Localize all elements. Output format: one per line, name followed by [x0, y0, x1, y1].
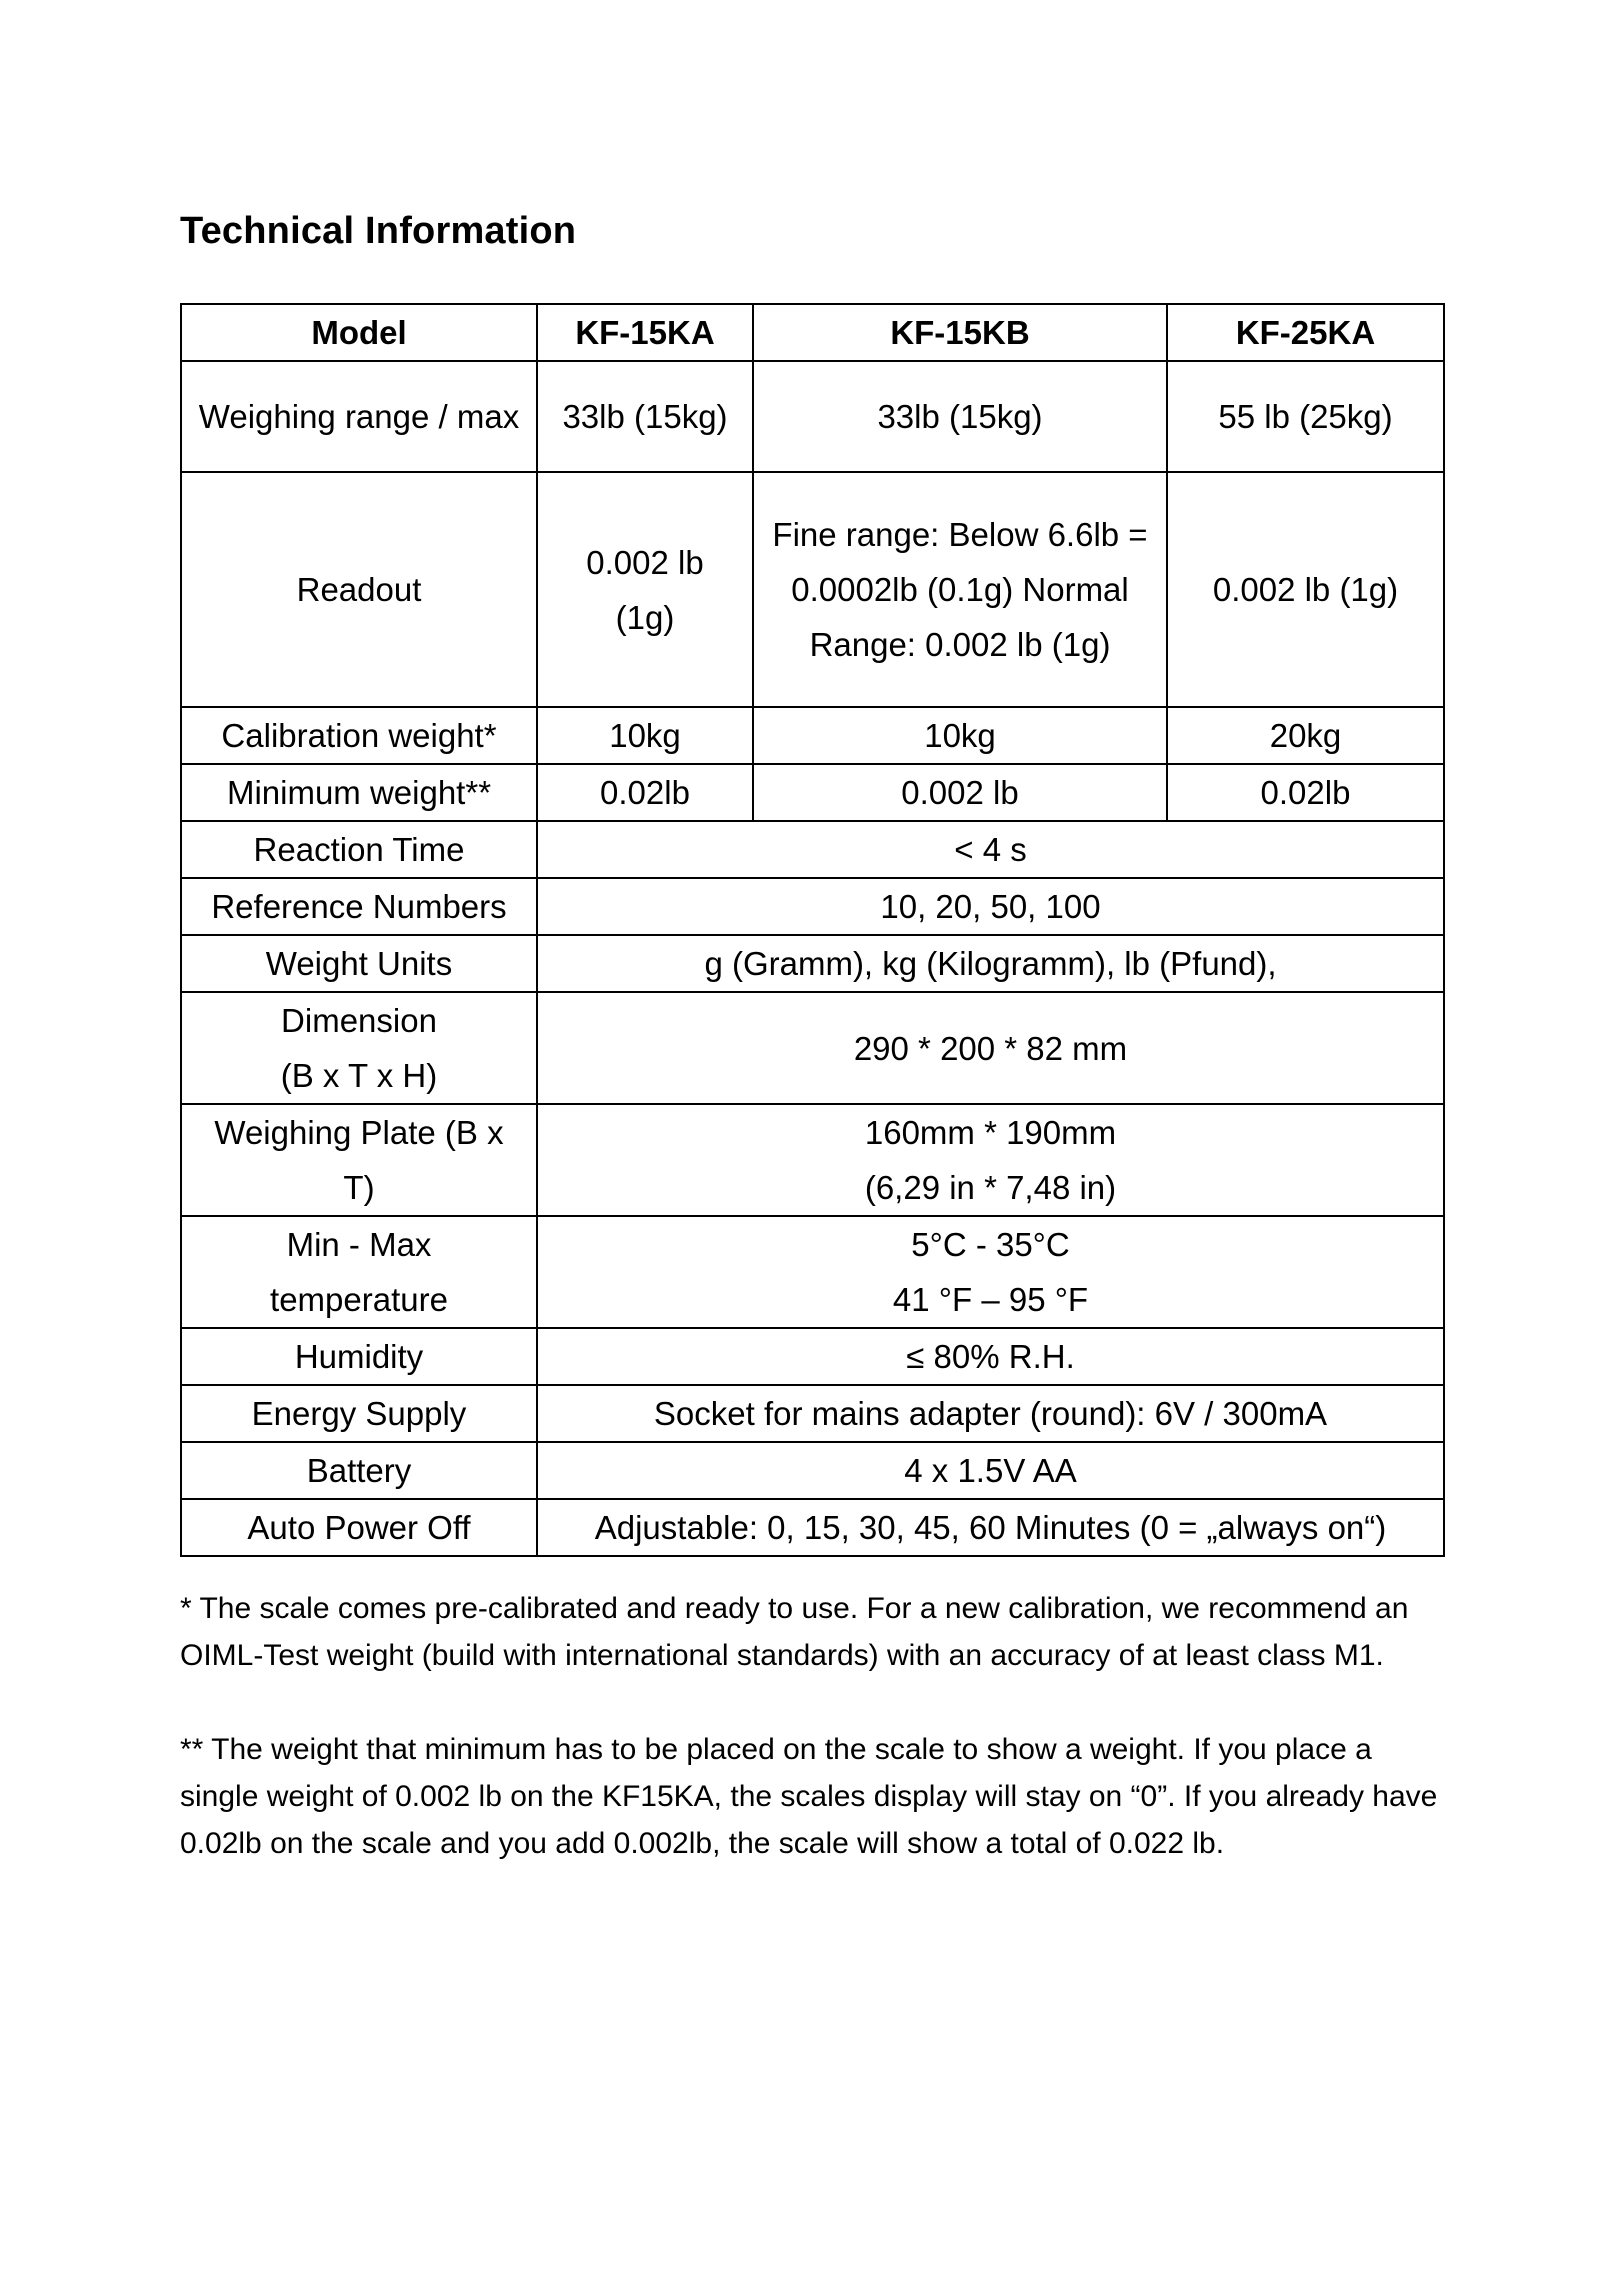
- header-kf-15kb: KF-15KB: [753, 304, 1167, 361]
- footnotes: [180, 1585, 1450, 1914]
- cell-weighing-plate: [537, 1104, 1444, 1216]
- temperature-fahrenheit: 41 °F – 95 °F: [892, 1281, 1089, 1318]
- cell-energy-supply: Socket for mains adapter (round): 6V / 300mA: [537, 1385, 1444, 1442]
- weighing-plate-metric: 160mm * 190mm: [864, 1114, 1117, 1151]
- cell-minimum-weight-kf-25ka: 0.02lb: [1167, 764, 1444, 821]
- header-kf-15ka: KF-15KA: [537, 304, 753, 361]
- row-label-reaction-time: Reaction Time: [181, 821, 537, 878]
- cell-auto-power-off: Adjustable: 0, 15, 30, 45, 60 Minutes (0 = „always on“): [537, 1499, 1444, 1556]
- cell-minimum-weight-kf-15ka: 0.02lb: [537, 764, 753, 821]
- cell-reaction-time: < 4 s: [537, 821, 1444, 878]
- row-label-minimum-weight: Minimum weight**: [181, 764, 537, 821]
- row-label-reference-numbers: Reference Numbers: [181, 878, 537, 935]
- cell-battery: 4 x 1.5V AA: [537, 1442, 1444, 1499]
- temperature-celsius: 5°C - 35°C: [911, 1226, 1070, 1263]
- cell-weighing-range-kf-15kb: 33lb (15kg): [753, 361, 1167, 472]
- footnote-calibration: * The scale comes pre-calibrated and ready to use. For a new calibration, we recommend an OIML-Test weight (build with international standards) with an accuracy of at least class M1.: [180, 1592, 1409, 1672]
- table-row: [181, 1442, 1444, 1499]
- cell-readout-kf-15kb: Fine range: Below 6.6lb = 0.0002lb (0.1g) Normal Range: 0.002 lb (1g): [753, 472, 1167, 707]
- row-label-dimension: Dimension (B x T x H): [181, 992, 537, 1104]
- weighing-plate-imperial: (6,29 in * 7,48 in): [864, 1169, 1117, 1206]
- table-row: [181, 472, 1444, 707]
- table-row: [181, 821, 1444, 878]
- cell-minimum-weight-kf-15kb: 0.002 lb: [753, 764, 1167, 821]
- table-row: [181, 878, 1444, 935]
- cell-temperature: [537, 1216, 1444, 1328]
- row-label-energy-supply: Energy Supply: [181, 1385, 537, 1442]
- header-kf-25ka: KF-25KA: [1167, 304, 1444, 361]
- row-label-humidity: Humidity: [181, 1328, 537, 1385]
- cell-weighing-range-kf-15ka: 33lb (15kg): [537, 361, 753, 472]
- table-row: [181, 361, 1444, 472]
- cell-calibration-weight-kf-25ka: 20kg: [1167, 707, 1444, 764]
- table-header-row: [181, 304, 1444, 361]
- table-row: [181, 935, 1444, 992]
- cell-calibration-weight-kf-15ka: 10kg: [537, 707, 753, 764]
- cell-weighing-range-kf-25ka: 55 lb (25kg): [1167, 361, 1444, 472]
- row-label-readout: Readout: [181, 472, 537, 707]
- footnote-minimum-weight: ** The weight that minimum has to be placed on the scale to show a weight. If you place a single weight of 0.002 lb on the KF15KA, the scales display will stay on “0”. If you already have 0.02lb on the scale and you add 0.002lb, the scale will show a total of 0.022 lb.: [180, 1733, 1438, 1860]
- cell-dimension: 290 * 200 * 82 mm: [537, 992, 1444, 1104]
- table-row: [181, 1499, 1444, 1556]
- row-label-weight-units: Weight Units: [181, 935, 537, 992]
- cell-weight-units: g (Gramm), kg (Kilogramm), lb (Pfund),: [537, 935, 1444, 992]
- table-row: [181, 1216, 1444, 1328]
- cell-readout-kf-15ka: 0.002 lb (1g): [537, 472, 753, 707]
- table-row: [181, 764, 1444, 821]
- table-row: [181, 707, 1444, 764]
- row-label-auto-power-off: Auto Power Off: [181, 1499, 537, 1556]
- cell-humidity: ≤ 80% R.H.: [537, 1328, 1444, 1385]
- cell-calibration-weight-kf-15kb: 10kg: [753, 707, 1167, 764]
- page-title: Technical Information: [180, 210, 577, 252]
- row-label-temperature: Min - Max temperature: [181, 1216, 537, 1328]
- table-row: [181, 992, 1444, 1104]
- row-label-weighing-plate: Weighing Plate (B x T): [181, 1104, 537, 1216]
- table-row: [181, 1385, 1444, 1442]
- row-label-calibration-weight: Calibration weight*: [181, 707, 537, 764]
- table-row: [181, 1104, 1444, 1216]
- cell-reference-numbers: 10, 20, 50, 100: [537, 878, 1444, 935]
- table-row: [181, 1328, 1444, 1385]
- row-label-battery: Battery: [181, 1442, 537, 1499]
- row-label-weighing-range: Weighing range / max: [181, 361, 537, 472]
- header-model: Model: [181, 304, 537, 361]
- cell-readout-kf-25ka: 0.002 lb (1g): [1167, 472, 1444, 707]
- technical-spec-table: [180, 303, 1445, 1557]
